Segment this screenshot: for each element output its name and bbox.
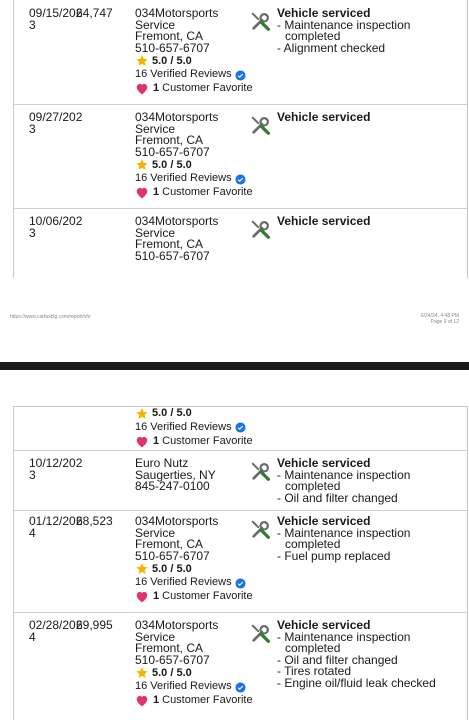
customer-favorite: 1 Customer Favorite xyxy=(135,435,260,449)
verified-badge-icon xyxy=(235,174,246,185)
service-tools-icon xyxy=(250,460,272,482)
verified-badge-icon xyxy=(235,682,246,693)
service-date: 09/15/202 3 xyxy=(29,6,83,32)
customer-favorite: 1 Customer Favorite xyxy=(135,694,260,708)
star-icon xyxy=(135,54,149,68)
service-date: 02/28/202 4 xyxy=(29,618,83,644)
footer-datetime: 6/24/24, 4:48 PM xyxy=(420,313,459,319)
source-info: 034Motorsports Service Fremont, CA 510-657-6707 5.0 / 5.0 16 Verified Reviews 1 Customer Favorite xyxy=(135,112,260,199)
page-footer xyxy=(0,288,469,370)
verified-reviews-link[interactable]: 16 Verified Reviews xyxy=(135,172,260,186)
heart-icon xyxy=(135,82,149,95)
verified-reviews-link[interactable]: 16 Verified Reviews xyxy=(135,68,260,82)
table-row xyxy=(14,216,467,278)
verified-badge-icon xyxy=(235,422,246,433)
odometer-reading: 69,995 xyxy=(76,618,113,632)
table-row xyxy=(14,112,467,209)
source-info: 034Motorsports Service Fremont, CA 510-657-6707 xyxy=(135,214,219,263)
table-row xyxy=(14,406,467,451)
odometer-reading: 64,747 xyxy=(76,6,113,20)
rating: 5.0 / 5.0 xyxy=(135,54,260,68)
table-row xyxy=(14,8,467,105)
service-description: Vehicle serviced xyxy=(277,214,371,228)
service-description: Vehicle serviced - Maintenance inspection completed - Oil and filter changed - Tires rotated - Engine oil/fluid leak checked xyxy=(277,618,436,690)
history-table xyxy=(13,0,468,278)
verified-reviews-link[interactable]: 16 Verified Reviews xyxy=(135,680,260,694)
star-icon xyxy=(135,158,149,172)
service-description: Vehicle serviced xyxy=(277,110,371,124)
rating: 5.0 / 5.0 xyxy=(135,562,260,576)
service-tools-icon xyxy=(250,622,272,644)
star-icon xyxy=(135,666,149,680)
rating: 5.0 / 5.0 xyxy=(135,666,260,680)
customer-favorite: 1 Customer Favorite xyxy=(135,82,260,96)
footer-meta xyxy=(421,313,459,325)
table-row xyxy=(14,620,467,720)
heart-icon xyxy=(135,694,149,707)
verified-badge-icon xyxy=(235,70,246,81)
rating: 5.0 / 5.0 xyxy=(135,407,260,421)
source-info: Euro Nutz Saugerties, NY 845-247-0100 xyxy=(135,456,216,494)
service-date: 10/06/202 3 xyxy=(29,214,83,240)
footer-url: https://www.carfaxblg.com/report/vhr xyxy=(10,314,91,320)
odometer-reading: 68,523 xyxy=(76,514,113,528)
star-icon xyxy=(135,562,149,576)
report-page-9 xyxy=(0,0,469,288)
heart-icon xyxy=(135,590,149,603)
service-tools-icon xyxy=(250,10,272,32)
report-page-10 xyxy=(0,370,469,720)
source-info xyxy=(135,407,260,448)
service-tools-icon xyxy=(250,114,272,136)
heart-icon xyxy=(135,186,149,199)
footer-page-number: Page 9 of 12 xyxy=(430,319,459,325)
service-description: Vehicle serviced - Maintenance inspection completed - Fuel pump replaced xyxy=(277,514,411,563)
rating: 5.0 / 5.0 xyxy=(135,158,260,172)
source-info: 034Motorsports Service Fremont, CA 510-657-6707 5.0 / 5.0 16 Verified Reviews 1 Customer Favorite xyxy=(135,8,260,95)
service-date: 01/12/202 4 xyxy=(29,514,83,540)
customer-favorite: 1 Customer Favorite xyxy=(135,590,260,604)
verified-reviews-link[interactable]: 16 Verified Reviews xyxy=(135,576,260,590)
verified-reviews-link[interactable]: 16 Verified Reviews xyxy=(135,421,260,435)
table-row xyxy=(14,458,467,511)
service-tools-icon xyxy=(250,518,272,540)
page-divider xyxy=(0,362,469,370)
heart-icon xyxy=(135,435,149,448)
table-row xyxy=(14,516,467,613)
service-date: 09/27/202 3 xyxy=(29,110,83,136)
service-tools-icon xyxy=(250,218,272,240)
service-date: 10/12/202 3 xyxy=(29,456,83,482)
service-description: Vehicle serviced - Maintenance inspection completed - Alignment checked xyxy=(277,6,411,55)
source-info: 034Motorsports Service Fremont, CA 510-657-6707 5.0 / 5.0 16 Verified Reviews 1 Customer Favorite xyxy=(135,620,260,707)
customer-favorite: 1 Customer Favorite xyxy=(135,186,260,200)
star-icon xyxy=(135,407,149,421)
service-description: Vehicle serviced - Maintenance inspection completed - Oil and filter changed xyxy=(277,456,411,505)
verified-badge-icon xyxy=(235,578,246,589)
source-info: 034Motorsports Service Fremont, CA 510-657-6707 5.0 / 5.0 16 Verified Reviews 1 Customer Favorite xyxy=(135,516,260,603)
history-table xyxy=(13,406,468,720)
